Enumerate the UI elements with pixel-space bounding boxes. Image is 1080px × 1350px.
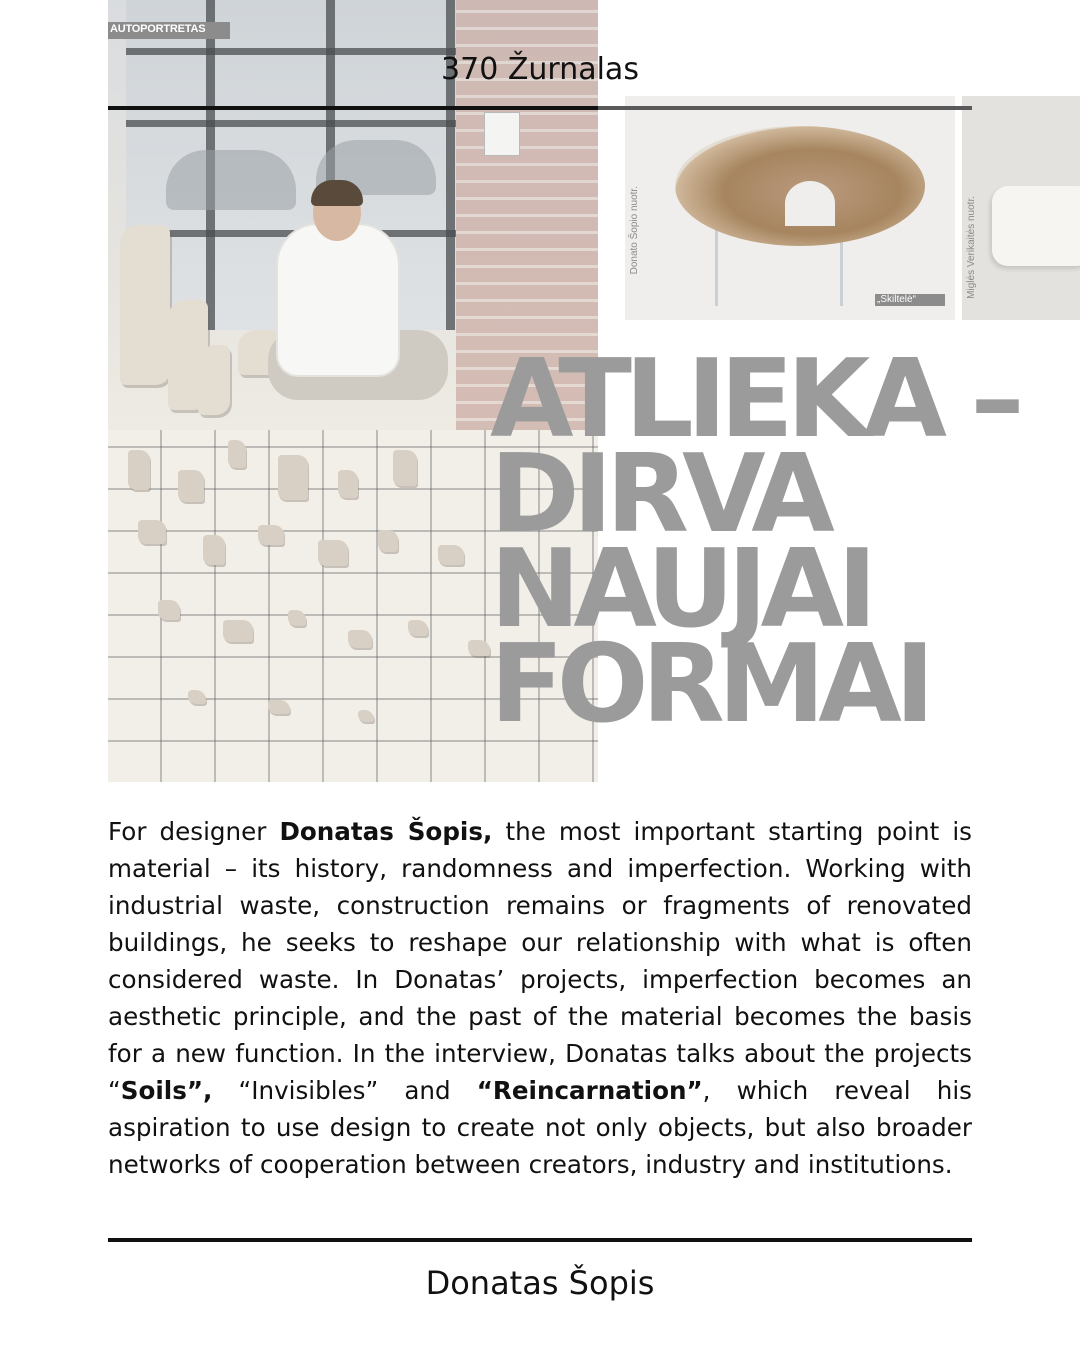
headline-line: FORMAI — [490, 622, 928, 747]
article-text: the most important starting point is material – its history, randomness and imperfection. Working with industrial waste, construction remains or fragments of renovated buildings, he seeks to reshape our relationship with what is often considered waste. In Donatas’ projects, imperfection becomes an aesthetic principle, and the past of the material becomes the basis for a new function. In the interview, Donatas talks about the projects “ — [108, 817, 972, 1105]
article-bold-name: Donatas Šopis, — [279, 817, 493, 846]
article-bold-project: Soils”, — [120, 1076, 213, 1105]
rock — [408, 620, 428, 636]
magazine-title: 370 Žurnalas — [441, 52, 639, 87]
headline-line: ATLIEKA – — [490, 337, 1018, 462]
white-bench — [992, 186, 1080, 266]
headline — [490, 337, 1018, 747]
rock — [288, 610, 306, 626]
headline-line: NAUJAI — [490, 527, 871, 652]
article-text: For designer — [108, 817, 280, 846]
rock — [223, 620, 253, 642]
photo-credit: Donato Šopio nuotr. — [629, 186, 640, 275]
rock — [278, 455, 308, 500]
headline-line: DIRVA — [490, 432, 828, 557]
author-name: Donatas Šopis — [425, 1264, 655, 1302]
rock — [348, 630, 372, 648]
article-body — [108, 813, 972, 1183]
sculpture — [198, 345, 230, 415]
rock — [318, 540, 348, 566]
rock — [468, 640, 490, 656]
bench-photo — [962, 96, 1080, 320]
rock — [378, 530, 398, 552]
rock — [178, 470, 204, 502]
sculpture — [120, 225, 170, 385]
bottom-rule — [108, 1238, 972, 1242]
article-bold-project: “Reincarnation” — [476, 1076, 703, 1105]
rock — [258, 525, 284, 545]
rock — [268, 700, 290, 714]
wall-poster — [484, 112, 520, 156]
rock — [158, 600, 180, 620]
article-text: “Invisibles” and — [212, 1076, 477, 1105]
rock — [338, 470, 358, 498]
section-tag: AUTOPORTRETAS — [110, 23, 206, 35]
table-hollow — [785, 181, 835, 226]
article-text: , which reveal his aspiration to use design to create not only objects, but also broader networks of cooperation between creators, industry and institutions. — [108, 1076, 972, 1179]
rock — [203, 535, 225, 565]
table-photo — [625, 96, 955, 320]
rock — [128, 450, 150, 490]
rock — [228, 440, 246, 468]
photo-credit: Miglės Verikaitės nuotr. — [966, 196, 977, 299]
top-rule — [108, 106, 972, 110]
rock — [393, 450, 417, 486]
person-hair — [311, 180, 363, 206]
rock — [138, 520, 166, 544]
rock — [438, 545, 464, 565]
table-caption: „Skiltelė“ — [877, 294, 916, 305]
person-body — [278, 225, 398, 375]
